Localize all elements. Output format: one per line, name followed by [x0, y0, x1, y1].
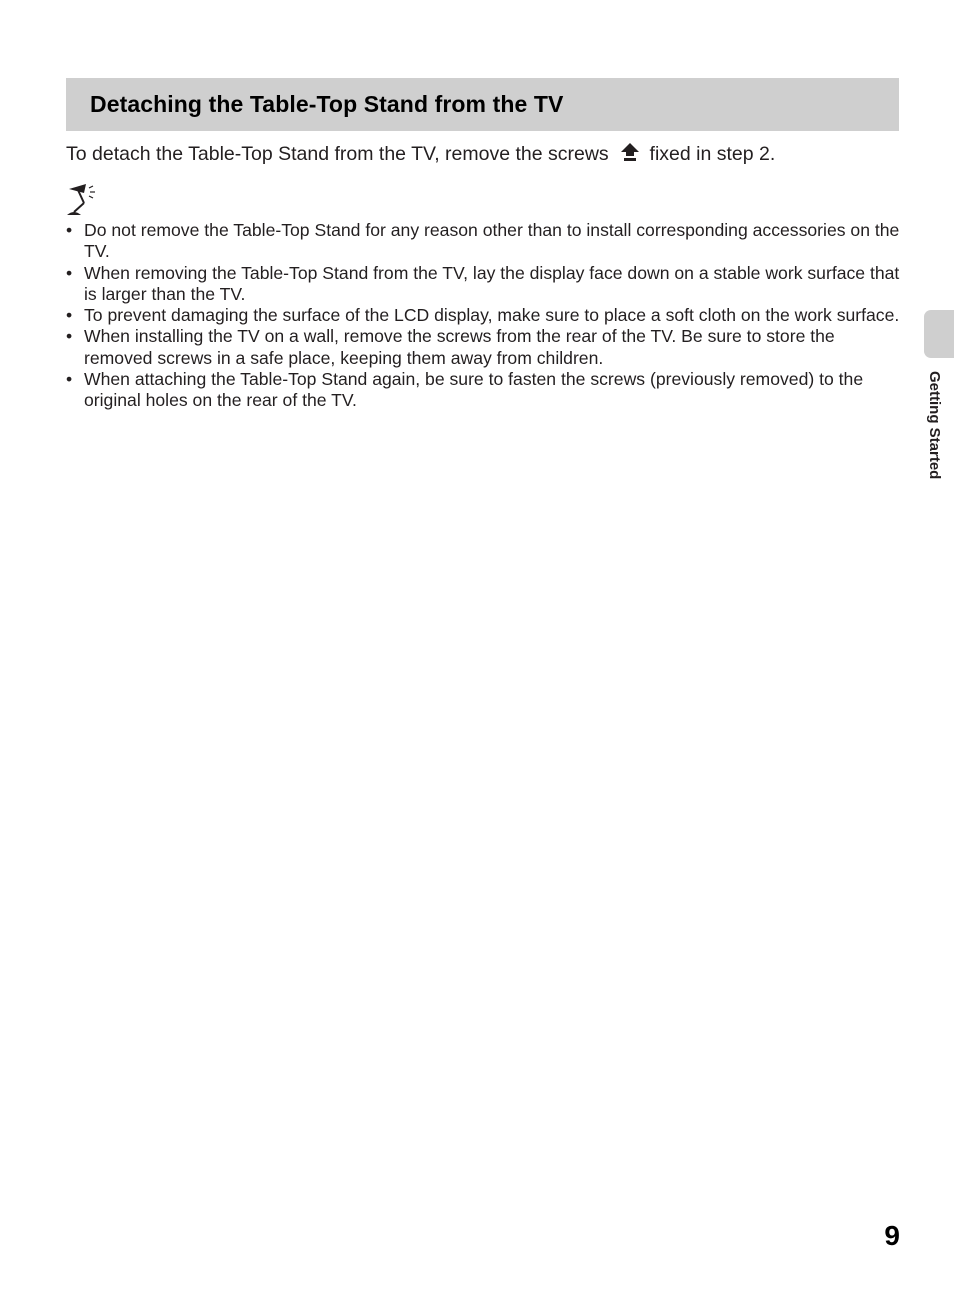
note-text: Do not remove the Table-Top Stand for any reason other than to install corresponding accessories on the TV. [84, 220, 900, 262]
section-title: Detaching the Table-Top Stand from the TV [90, 91, 564, 117]
bullet: • [66, 262, 73, 283]
intro-text-after: fixed in step 2. [649, 143, 776, 165]
note-text: When installing the TV on a wall, remove the screws from the rear of the TV. Be sure to store the removed screws in a safe place, keeping them away from children. [84, 326, 835, 368]
intro-text-before: To detach the Table-Top Stand from the TV, remove the screws [66, 143, 609, 165]
screw-arrow-icon [620, 142, 640, 168]
chapter-label: Getting Started [926, 371, 943, 480]
section-header [66, 78, 899, 131]
note-item [66, 263, 902, 306]
notes-list [66, 220, 902, 412]
bullet: • [66, 305, 73, 326]
note-item [66, 305, 902, 326]
desk-lamp-tip-icon [64, 183, 104, 217]
chapter-tab [924, 310, 954, 358]
bullet: • [66, 369, 73, 390]
bullet: • [66, 220, 73, 240]
intro-paragraph [66, 142, 906, 168]
note-text: When attaching the Table-Top Stand again, be sure to fasten the screws (previously removed) to the original holes on the rear of the TV. [84, 369, 864, 411]
note-item [66, 369, 902, 412]
note-item [66, 326, 902, 369]
note-text: To prevent damaging the surface of the LCD display, make sure to place a soft cloth on the work surface. [84, 305, 900, 326]
page-number: 9 [884, 1220, 900, 1251]
note-text: When removing the Table-Top Stand from the TV, lay the display face down on a stable work surface that is larger than the TV. [84, 262, 900, 304]
bullet: • [66, 326, 73, 347]
note-item [66, 220, 902, 263]
